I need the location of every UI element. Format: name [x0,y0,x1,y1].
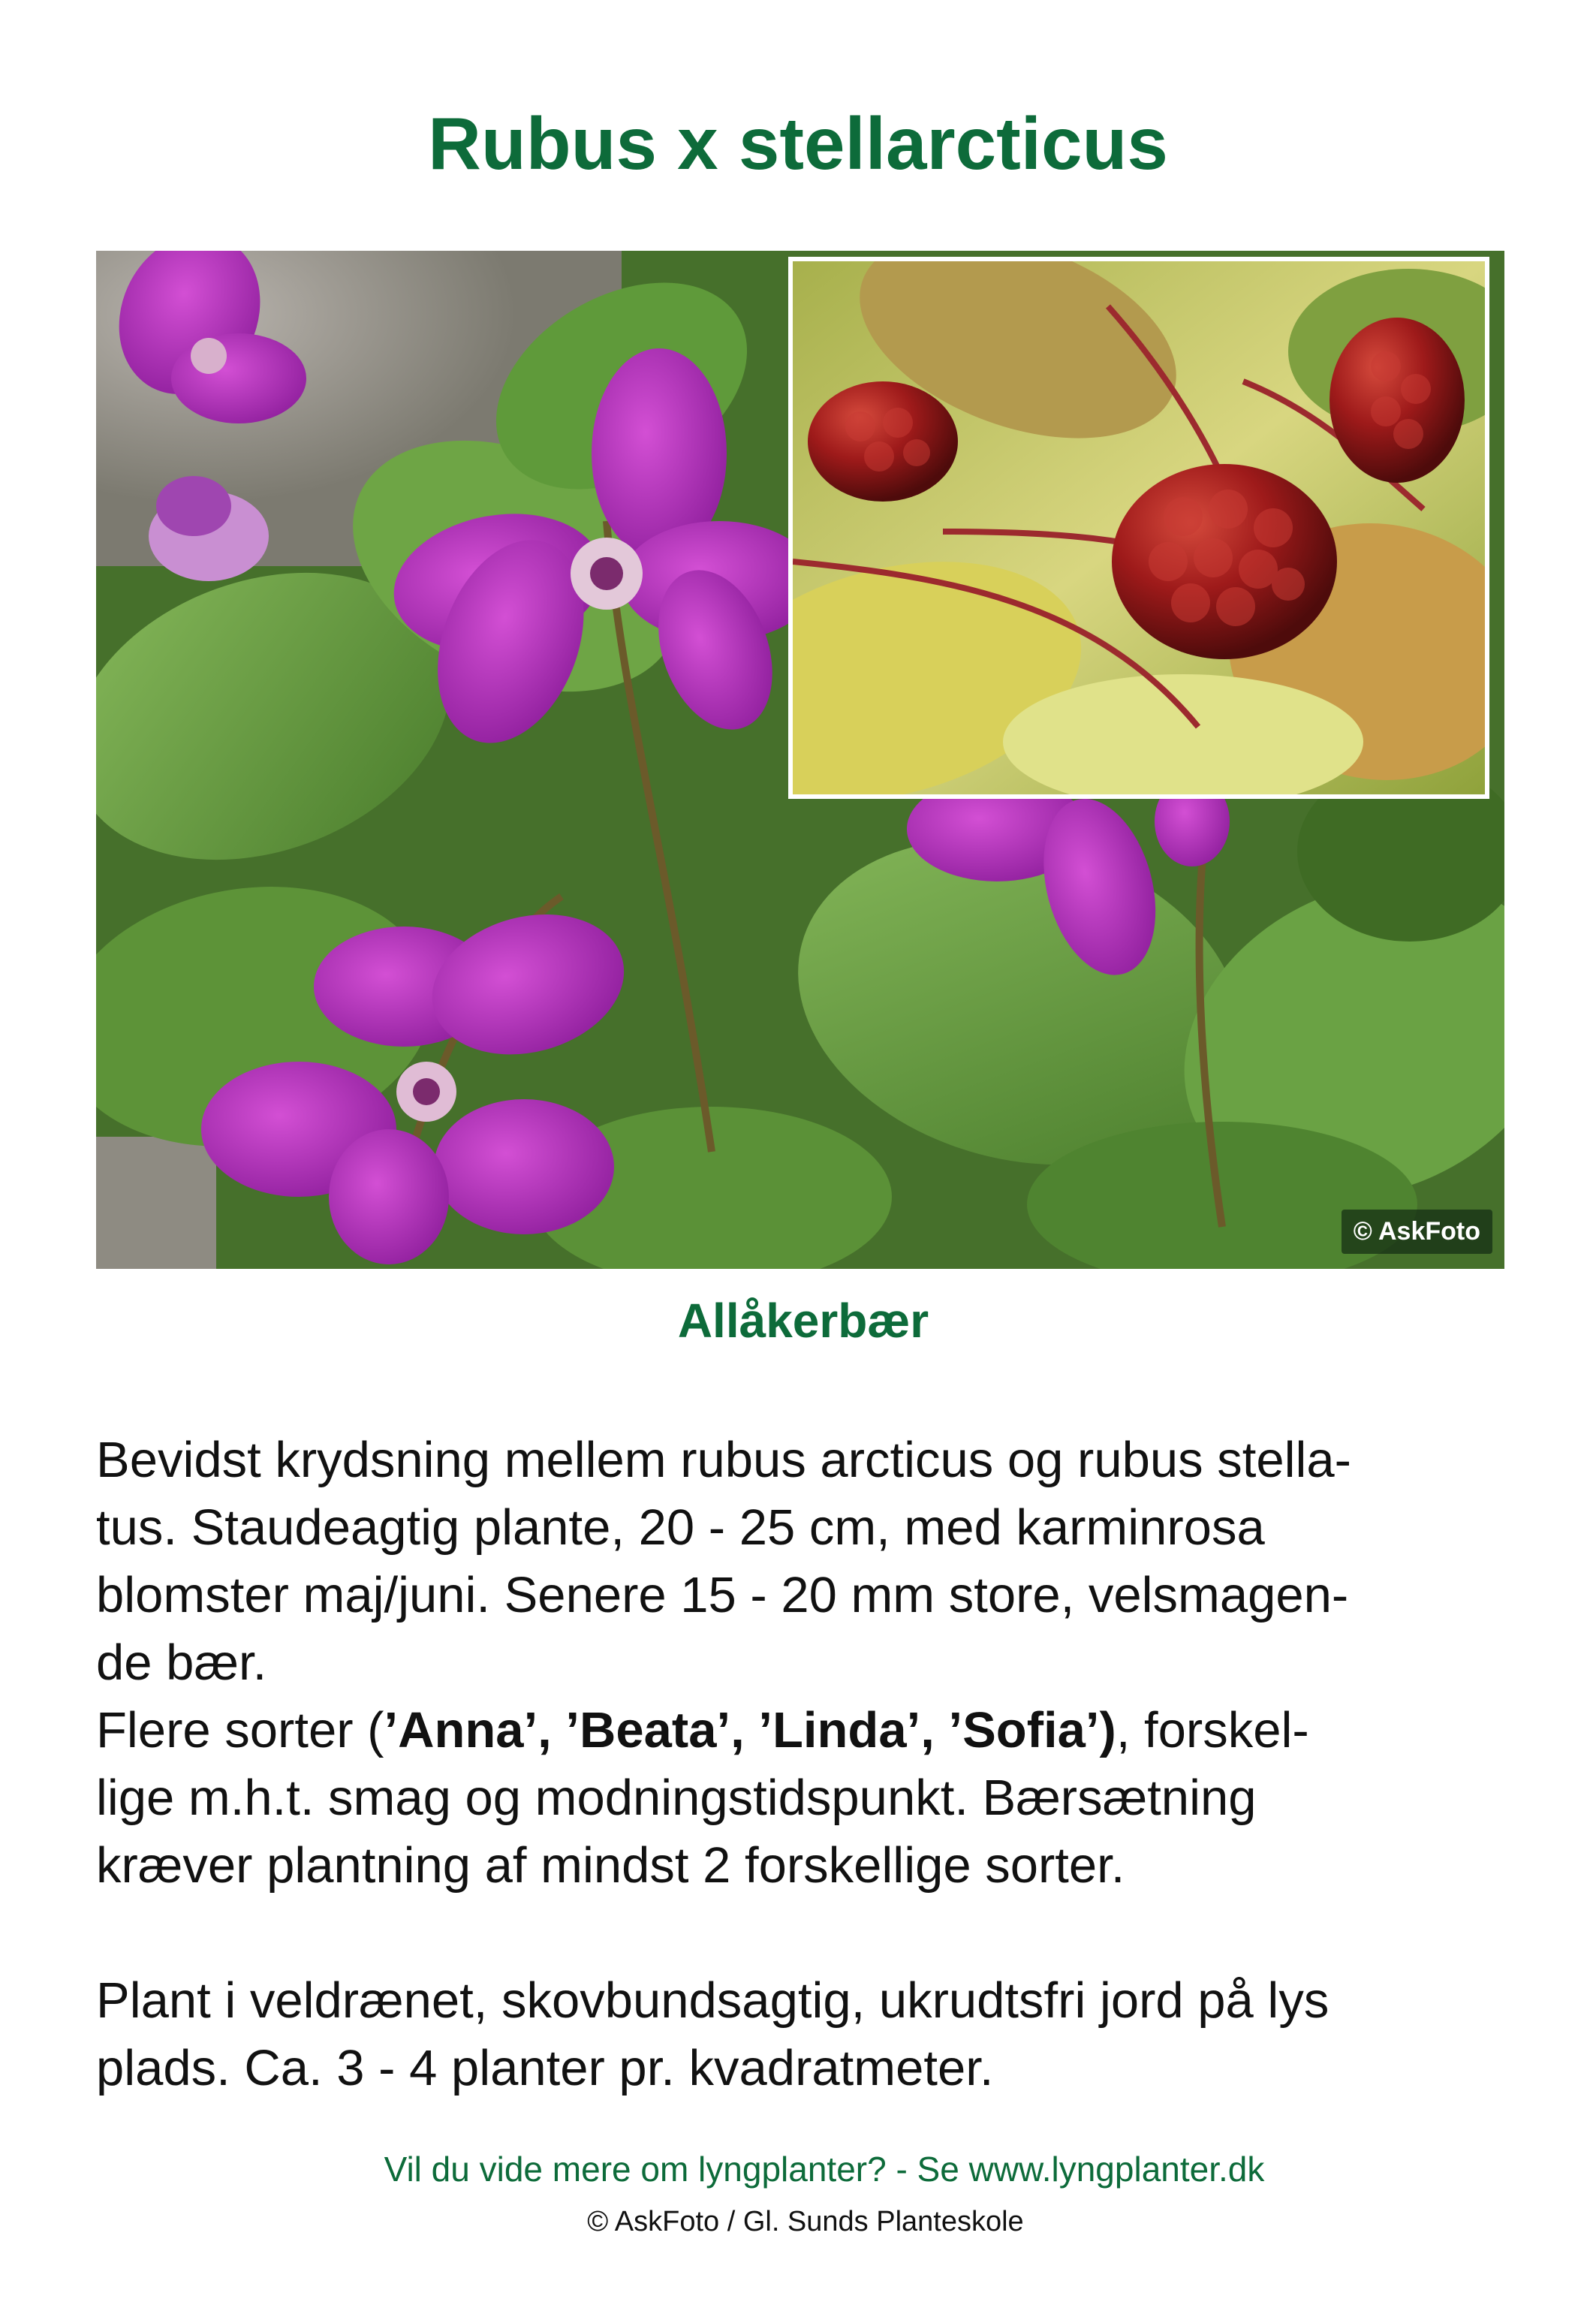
footer-website-link[interactable]: Vil du vide mere om lyngplanter? - Se www.lyngplanter.dk [384,2150,1265,2189]
description-line: kræver plantning af mindst 2 forskellige sorter. [96,1837,1125,1894]
description-line: de bær. [96,1635,267,1691]
main-photo [96,251,1504,1269]
paragraph-gap [96,1900,1507,1967]
berry-left [808,381,958,502]
description-line: tus. Staudeagtig plante, 20 - 25 cm, med karminrosa [96,1499,1265,1556]
varieties-prefix: Flere sorter ( [96,1702,384,1758]
footer-copyright: © AskFoto / Gl. Sunds Planteskole [587,2206,1024,2237]
photo-credit-badge: © AskFoto [1342,1210,1492,1254]
berry-illustration [793,261,1485,794]
description-line: blomster maj/juni. Senere 15 - 20 mm store, velsmagen- [96,1567,1349,1623]
berry-large [1112,464,1337,659]
varieties-line [96,1697,1507,1764]
description-line: lige m.h.t. smag og modningstidspunkt. Bærsætning [96,1770,1257,1826]
page-title: Rubus x stellarcticus [428,102,1168,185]
varieties-suffix: , forskel- [1116,1702,1309,1758]
berry-inset-photo [788,257,1489,799]
variety-names: ’Anna’, ’Beata’, ’Linda’, ’Sofia’) [384,1702,1116,1758]
planting-line: Plant i veldrænet, skovbundsagtig, ukrudtsfri jord på lys [96,1972,1329,2029]
planting-line: plads. Ca. 3 - 4 planter pr. kvadratmeter. [96,2040,994,2096]
common-name-subtitle: Allåkerbær [677,1294,929,1348]
description [96,1427,1507,2102]
description-line: Bevidst krydsning mellem rubus arcticus og rubus stella- [96,1432,1351,1488]
berry-right [1329,318,1465,483]
